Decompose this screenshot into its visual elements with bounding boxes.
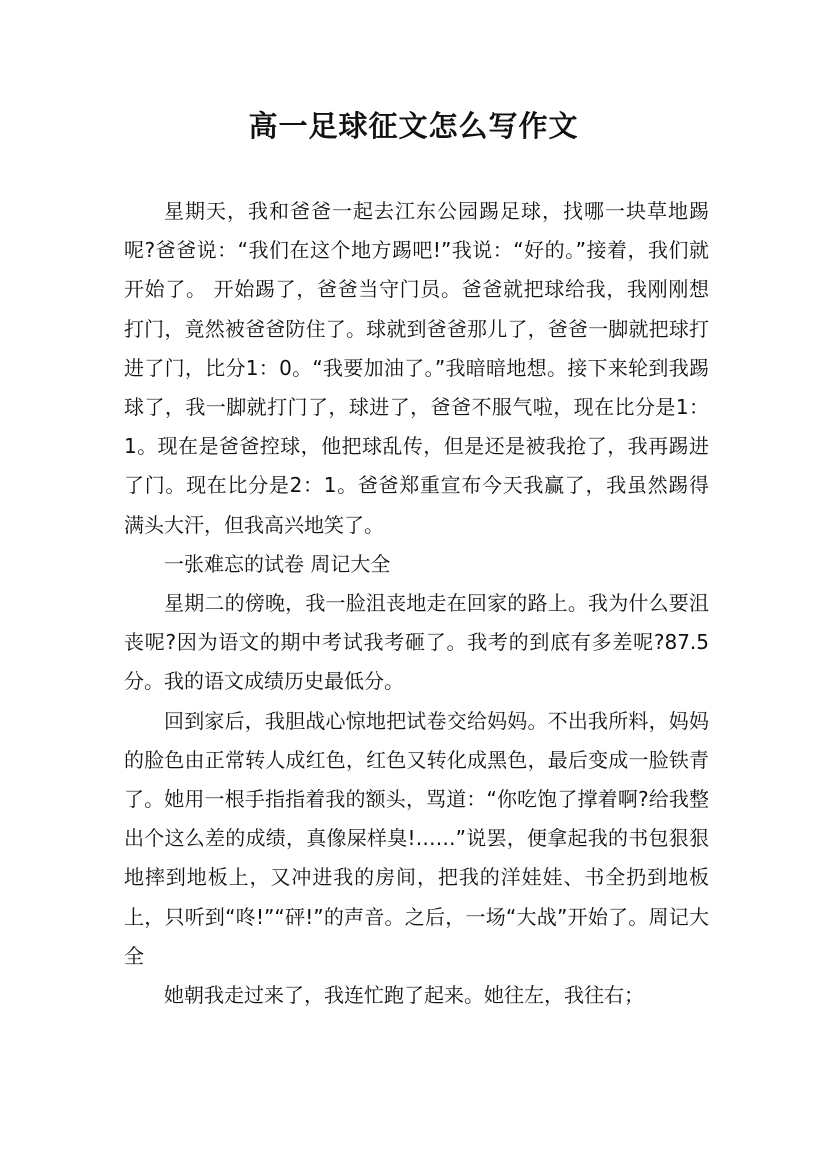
paragraph-subheading: 一张难忘的试卷 周记大全 <box>164 551 391 576</box>
document-title: 高一足球征文怎么写作文 <box>248 109 579 143</box>
paragraph-football: 星期天，我和爸爸一起去江东公园踢足球，找哪一块草地踢呢?爸爸说：“我们在这个地方踢吧!”我说：“好的。”接着，我们就开始了。 开始踢了，爸爸当守门员。爸爸就把球给我，我刚刚想打门，竟然被爸爸防住了。球就到爸爸那儿了，爸爸一脚就把球打进了门，比分1：0。“我要加油了。”我暗暗地想。接下来轮到我踢球了，我一脚就打门了，球进了，爸爸不服气啦，现在比分是1：1。现在是爸爸控球，他把球乱传，但是还是被我抢了，我再踢进了门。现在比分是2：1。爸爸郑重宣布今天我赢了，我虽然踢得满头大汗，但我高兴地笑了。 <box>124 199 709 537</box>
paragraph-home: 回到家后，我胆战心惊地把试卷交给妈妈。不出我所料，妈妈的脸色由正常转人成红色，红色又转化成黑色，最后变成一脸铁青了。她用一根手指指着我的额头，骂道：“你吃饱了撑着啊?给我整出个这么差的成绩，真像屎样臭!……”说罢，便拿起我的书包狠狠地摔到地板上，又冲进我的房间，把我的洋娃娃、书全扔到地板上，只听到“咚!”“砰!”的声音。之后，一场“大战”开始了。周记大全 <box>124 708 709 968</box>
document-body <box>124 192 709 1015</box>
paragraph-chase: 她朝我走过来了，我连忙跑了起来。她往左，我往右； <box>164 983 644 1008</box>
paragraph-exam: 星期二的傍晚，我一脸沮丧地走在回家的路上。我为什么要沮丧呢?因为语文的期中考试我考砸了。我考的到底有多差呢?87.5分。我的语文成绩历史最低分。 <box>124 591 709 694</box>
